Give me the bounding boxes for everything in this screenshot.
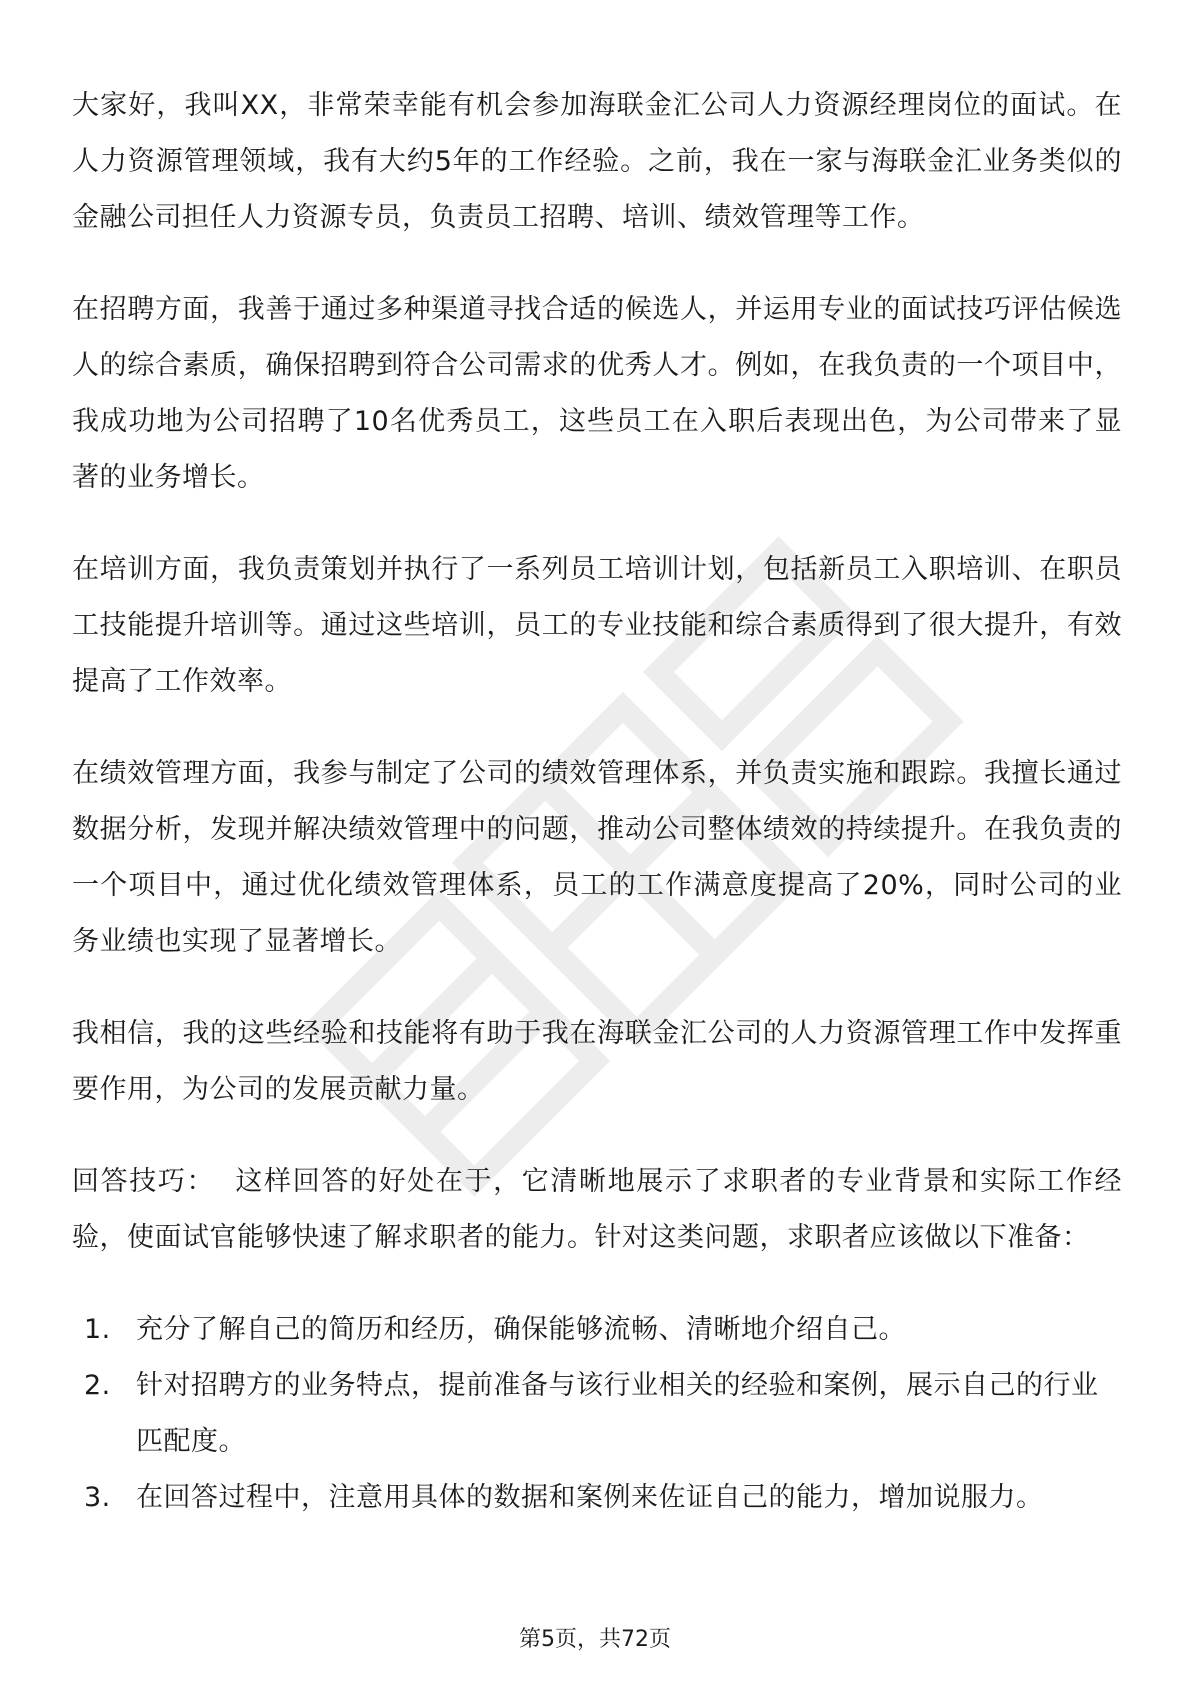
tips-paragraph <box>72 1154 1122 1266</box>
paragraph-intro: 大家好，我叫XX，非常荣幸能有机会参加海联金汇公司人力资源经理岗位的面试。在人力资源管理领域，我有大约5年的工作经验。之前，我在一家与海联金汇业务类似的金融公司担任人力资源专员，负责员工招聘、培训、绩效管理等工作。 <box>72 90 1122 233</box>
paragraph-recruitment: 在招聘方面，我善于通过多种渠道寻找合适的候选人，并运用专业的面试技巧评估候选人的综合素质，确保招聘到符合公司需求的优秀人才。例如，在我负责的一个项目中，我成功地为公司招聘了10名优秀员工，这些员工在入职后表现出色，为公司带来了显著的业务增长。 <box>72 294 1122 493</box>
list-item-text: 充分了解自己的简历和经历，确保能够流畅、清晰地介绍自己。 <box>136 1314 906 1345</box>
list-item-number: 1. <box>84 1314 111 1345</box>
list-item-number: 2. <box>84 1370 111 1401</box>
tips-text: 这样回答的好处在于，它清晰地展示了求职者的专业背景和实际工作经验，使面试官能够快速了解求职者的能力。针对这类问题，求职者应该做以下准备： <box>72 1166 1123 1253</box>
tips-label: 回答技巧： <box>72 1166 216 1197</box>
paragraph-conclusion: 我相信，我的这些经验和技能将有助于我在海联金汇公司的人力资源管理工作中发挥重要作用，为公司的发展贡献力量。 <box>72 1018 1122 1105</box>
page-number-footer: 第5页，共72页 <box>519 1627 671 1652</box>
paragraph-performance: 在绩效管理方面，我参与制定了公司的绩效管理体系，并负责实施和跟踪。我擅长通过数据分析，发现并解决绩效管理中的问题，推动公司整体绩效的持续提升。在我负责的一个项目中，通过优化绩效管理体系，员工的工作满意度提高了20%，同时公司的业务业绩也实现了显著增长。 <box>72 758 1122 957</box>
list-item-text: 针对招聘方的业务特点，提前准备与该行业相关的经验和案例，展示自己的行业匹配度。 <box>136 1370 1099 1457</box>
list-item-number: 3. <box>84 1482 111 1513</box>
list-item <box>84 1302 1122 1358</box>
tips-list <box>72 1302 1122 1526</box>
list-item-text: 在回答过程中，注意用具体的数据和案例来佐证自己的能力，增加说服力。 <box>136 1482 1044 1513</box>
document-body <box>72 78 1122 1526</box>
paragraph-training: 在培训方面，我负责策划并执行了一系列员工培训计划，包括新员工入职培训、在职员工技能提升培训等。通过这些培训，员工的专业技能和综合素质得到了很大提升，有效提高了工作效率。 <box>72 554 1122 697</box>
list-item <box>84 1358 1122 1470</box>
list-item <box>84 1470 1122 1526</box>
